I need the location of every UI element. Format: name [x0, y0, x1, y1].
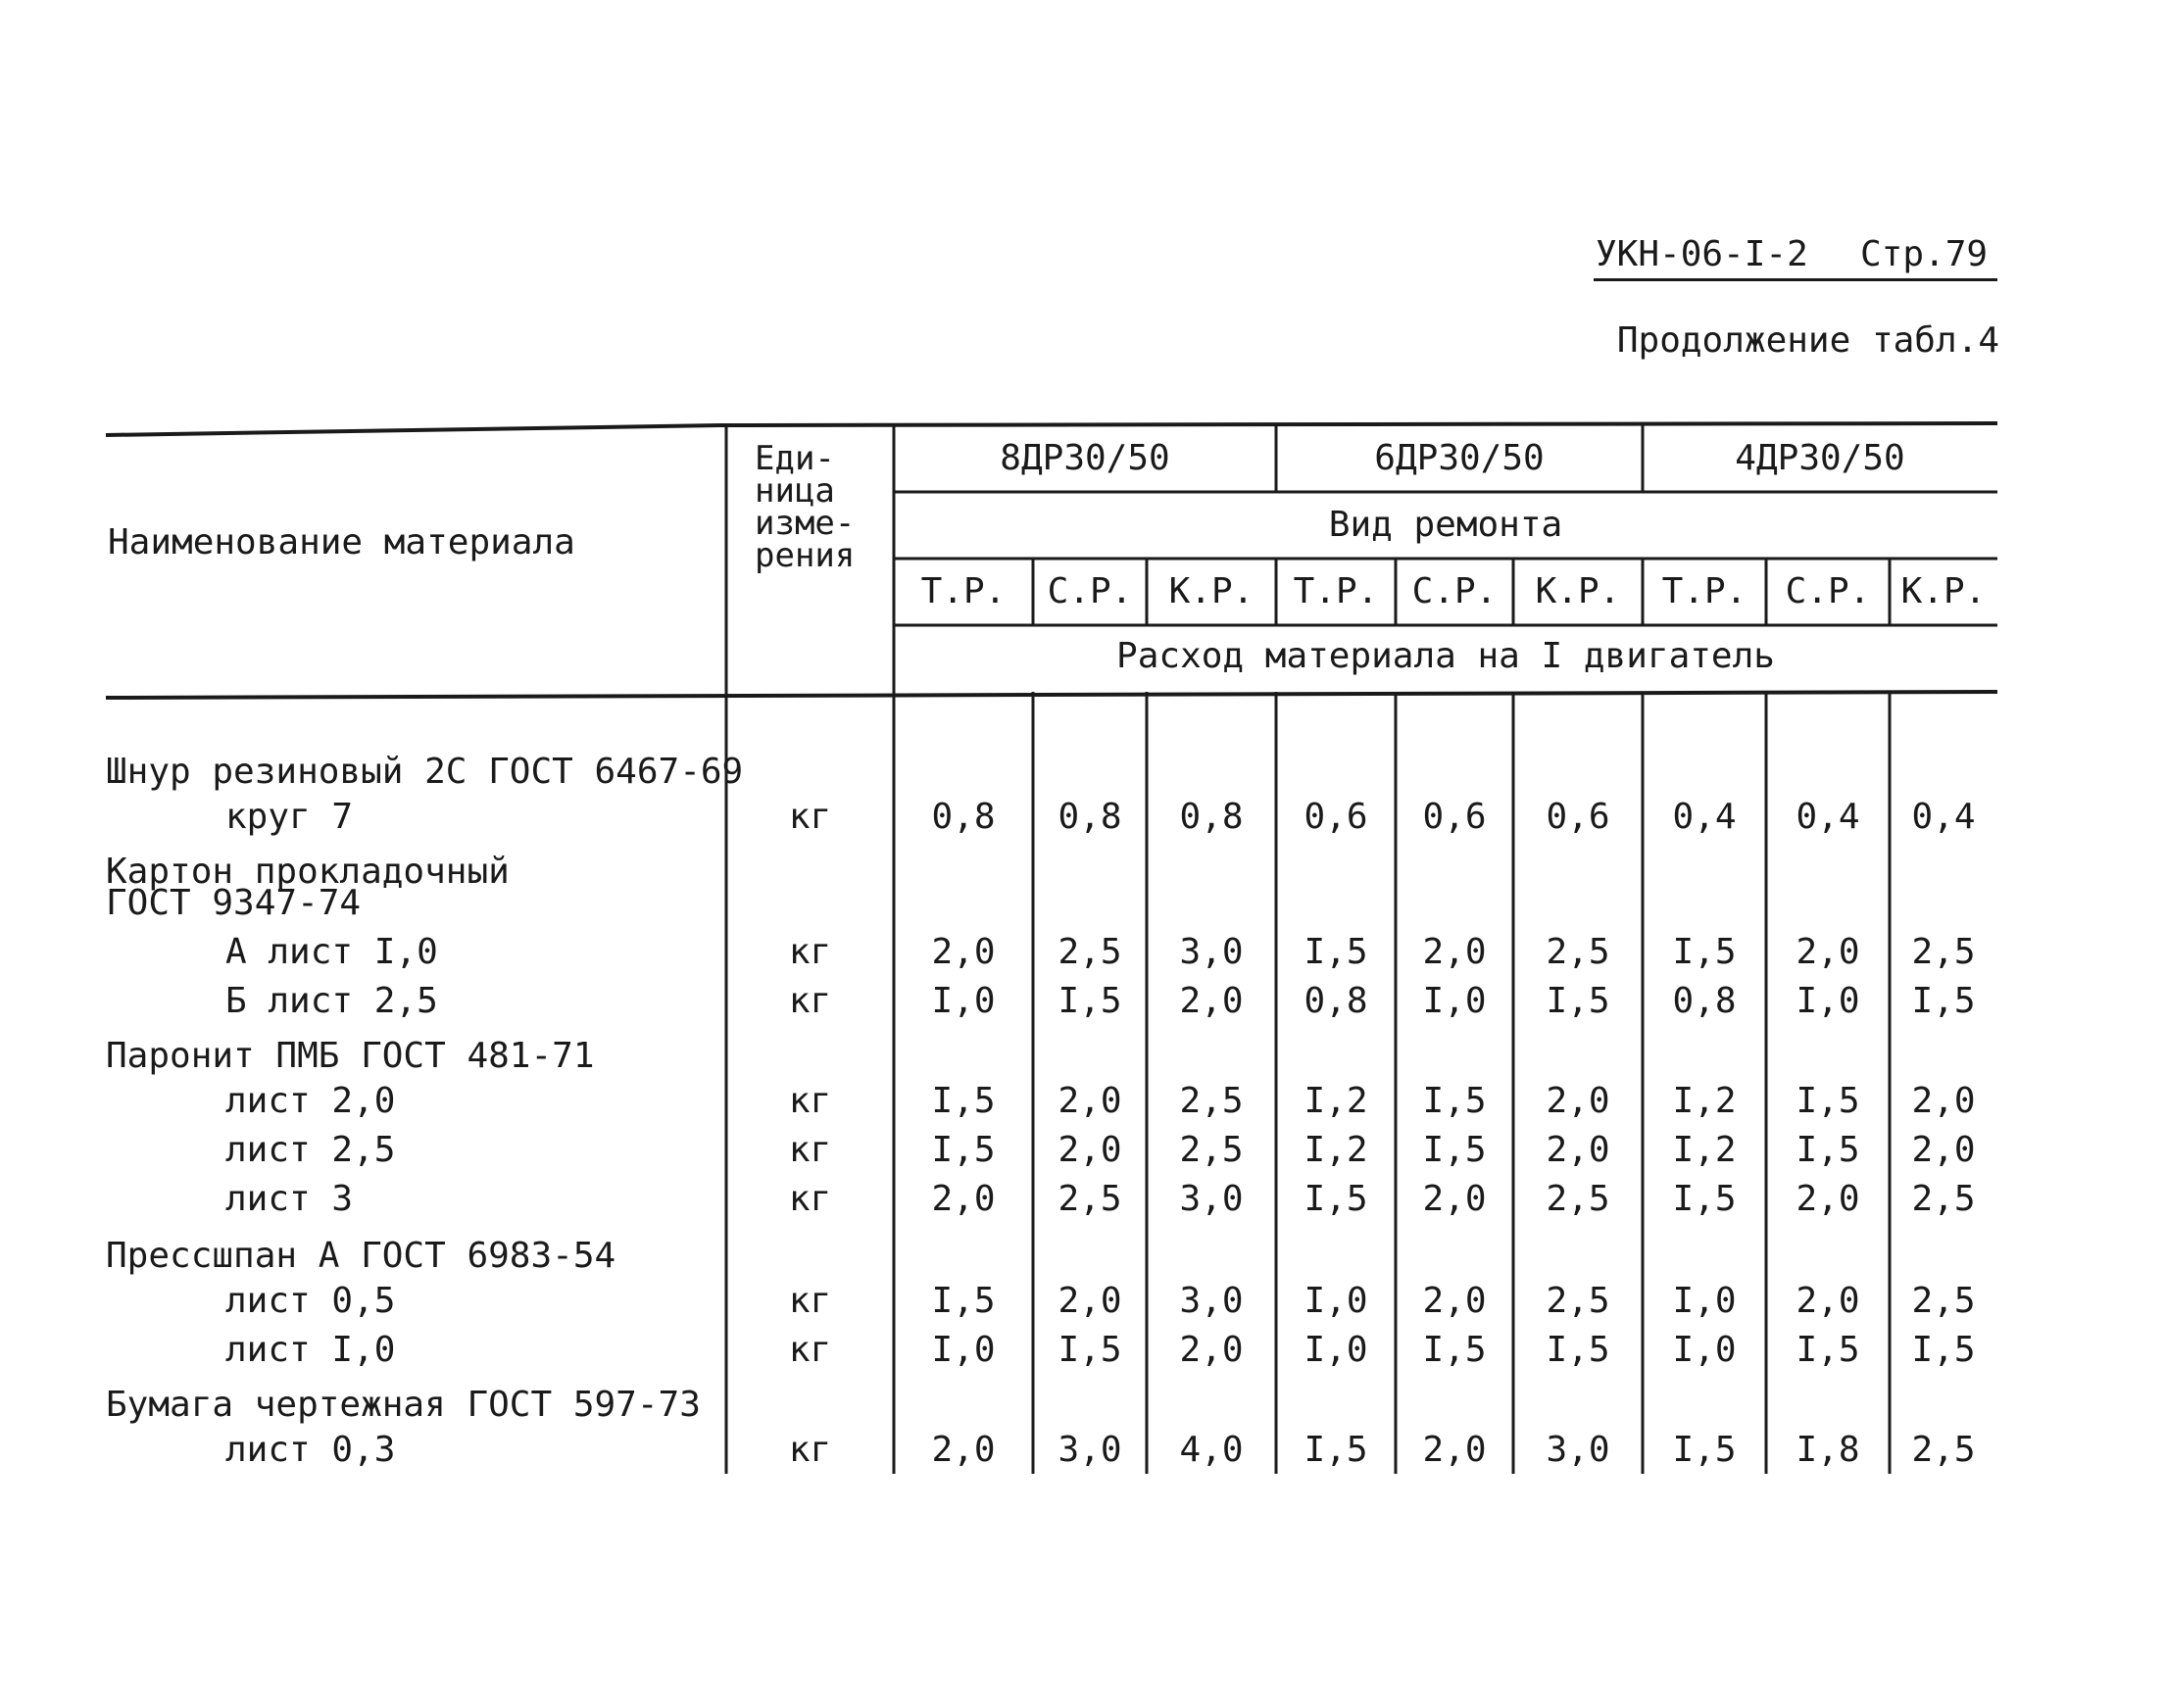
value-cell: І,5: [1796, 1330, 1860, 1370]
engine-header-8dr: 8ДР30/50: [1000, 438, 1170, 478]
material-item: круг 7: [225, 797, 354, 837]
value-cell: 2,0: [1796, 932, 1860, 972]
value-cell: І,5: [1422, 1130, 1487, 1170]
consumption-header: Расход материала на І двигатель: [1116, 636, 1775, 676]
value-cell: І,2: [1672, 1130, 1737, 1170]
value-cell: 2,0: [1179, 1330, 1244, 1370]
value-cell: І,5: [1672, 932, 1737, 972]
value-cell: 2,0: [1058, 1081, 1122, 1121]
value-cell: 2,0: [1911, 1130, 1976, 1170]
material-item: лист 3: [225, 1179, 354, 1219]
value-cell: І,0: [1304, 1281, 1368, 1321]
unit-cell: кг: [788, 932, 832, 972]
value-cell: 0,8: [1058, 797, 1122, 837]
value-cell: 2,0: [1546, 1130, 1610, 1170]
table-continuation-note: Продолжение табл.4: [1616, 320, 1999, 361]
repair-kind-header: С.Р.: [1785, 571, 1871, 611]
unit-cell: кг: [788, 797, 832, 837]
material-item: Б лист 2,5: [225, 981, 438, 1021]
value-cell: І,2: [1304, 1130, 1368, 1170]
unit-cell: кг: [788, 1430, 832, 1470]
value-cell: 4,0: [1179, 1430, 1244, 1470]
value-cell: І,5: [1911, 1330, 1976, 1370]
value-cell: І,5: [1796, 1130, 1860, 1170]
column-header-unit: Еди- ница изме- рения: [755, 439, 856, 575]
value-cell: І,5: [1058, 1330, 1122, 1370]
unit-cell: кг: [788, 1281, 832, 1321]
repair-kind-header: Т.Р.: [1661, 571, 1747, 611]
value-cell: 2,5: [1546, 932, 1610, 972]
value-cell: 0,4: [1911, 797, 1976, 837]
value-cell: 2,0: [1058, 1281, 1122, 1321]
value-cell: І,5: [1058, 981, 1122, 1021]
material-item: лист 2,0: [225, 1081, 396, 1121]
page-number: Стр.79: [1860, 234, 1989, 274]
value-cell: 3,0: [1179, 1179, 1244, 1219]
value-cell: 2,0: [1546, 1081, 1610, 1121]
value-cell: І,5: [1304, 932, 1368, 972]
repair-kind-header: К.Р.: [1535, 571, 1621, 611]
material-item: лист 0,3: [225, 1430, 396, 1470]
repair-kind-header: Т.Р.: [920, 571, 1007, 611]
repair-kind-header: С.Р.: [1411, 571, 1498, 611]
engine-header-4dr: 4ДР30/50: [1735, 438, 1905, 478]
value-cell: 2,0: [1796, 1281, 1860, 1321]
value-cell: 3,0: [1546, 1430, 1610, 1470]
value-cell: 2,5: [1058, 1179, 1122, 1219]
value-cell: 3,0: [1179, 1281, 1244, 1321]
material-group-title: Шнур резиновый 2С ГОСТ 6467-69: [106, 752, 744, 792]
value-cell: І,5: [931, 1281, 996, 1321]
value-cell: І,5: [1796, 1081, 1860, 1121]
repair-type-header: Вид ремонта: [1328, 505, 1563, 545]
value-cell: І,0: [1672, 1281, 1737, 1321]
unit-cell: кг: [788, 1179, 832, 1219]
value-cell: І,5: [1672, 1430, 1737, 1470]
material-group-title: Прессшпан А ГОСТ 6983-54: [106, 1236, 616, 1276]
repair-kind-header: С.Р.: [1047, 571, 1133, 611]
engine-header-6dr: 6ДР30/50: [1374, 438, 1545, 478]
value-cell: 0,6: [1304, 797, 1368, 837]
value-cell: 2,0: [1422, 1430, 1487, 1470]
material-item: лист 0,5: [225, 1281, 396, 1321]
value-cell: І,5: [1911, 981, 1976, 1021]
value-cell: 0,8: [1304, 981, 1368, 1021]
material-item: лист І,0: [225, 1330, 396, 1370]
value-cell: І,0: [1304, 1330, 1368, 1370]
value-cell: І,2: [1672, 1081, 1737, 1121]
value-cell: 2,0: [1422, 1281, 1487, 1321]
value-cell: І,0: [931, 1330, 996, 1370]
value-cell: 2,0: [1911, 1081, 1976, 1121]
value-cell: 2,0: [1058, 1130, 1122, 1170]
material-group-title: Картон прокладочный ГОСТ 9347-74: [106, 852, 510, 923]
value-cell: 0,4: [1796, 797, 1860, 837]
value-cell: І,5: [1422, 1081, 1487, 1121]
unit-cell: кг: [788, 981, 832, 1021]
value-cell: 3,0: [1179, 932, 1244, 972]
value-cell: 2,0: [931, 1430, 996, 1470]
value-cell: 2,0: [931, 932, 996, 972]
value-cell: 2,5: [1179, 1081, 1244, 1121]
value-cell: І,8: [1796, 1430, 1860, 1470]
value-cell: І,5: [1546, 1330, 1610, 1370]
value-cell: І,0: [1422, 981, 1487, 1021]
value-cell: 0,8: [931, 797, 996, 837]
column-header-material: Наименование материала: [108, 522, 575, 562]
value-cell: І,5: [1672, 1179, 1737, 1219]
value-cell: І,5: [1304, 1179, 1368, 1219]
value-cell: 2,0: [1796, 1179, 1860, 1219]
value-cell: 0,8: [1672, 981, 1737, 1021]
value-cell: 2,5: [1911, 1179, 1976, 1219]
value-cell: І,5: [1546, 981, 1610, 1021]
value-cell: І,0: [1672, 1330, 1737, 1370]
value-cell: І,5: [1304, 1430, 1368, 1470]
value-cell: І,5: [931, 1081, 996, 1121]
value-cell: І,5: [1422, 1330, 1487, 1370]
repair-kind-header: Т.Р.: [1293, 571, 1379, 611]
value-cell: 0,6: [1422, 797, 1487, 837]
repair-kind-header: К.Р.: [1900, 571, 1987, 611]
value-cell: 2,5: [1546, 1179, 1610, 1219]
value-cell: 0,4: [1672, 797, 1737, 837]
material-item: лист 2,5: [225, 1130, 396, 1170]
material-group-title: Паронит ПМБ ГОСТ 481-71: [106, 1036, 595, 1076]
value-cell: 2,0: [1179, 981, 1244, 1021]
value-cell: 2,5: [1179, 1130, 1244, 1170]
value-cell: 2,0: [1422, 932, 1487, 972]
value-cell: 2,0: [1422, 1179, 1487, 1219]
value-cell: І,0: [931, 981, 996, 1021]
unit-cell: кг: [788, 1330, 832, 1370]
material-group-title: Бумага чертежная ГОСТ 597-73: [106, 1385, 701, 1425]
value-cell: 3,0: [1058, 1430, 1122, 1470]
value-cell: 2,5: [1911, 1430, 1976, 1470]
value-cell: 2,5: [1911, 1281, 1976, 1321]
value-cell: І,5: [931, 1130, 996, 1170]
value-cell: І,0: [1796, 981, 1860, 1021]
document-code: УКН-06-І-2: [1596, 234, 1808, 274]
value-cell: 2,5: [1058, 932, 1122, 972]
value-cell: І,2: [1304, 1081, 1368, 1121]
repair-kind-header: К.Р.: [1168, 571, 1255, 611]
value-cell: 0,6: [1546, 797, 1610, 837]
value-cell: 2,5: [1911, 932, 1976, 972]
unit-cell: кг: [788, 1081, 832, 1121]
value-cell: 2,5: [1546, 1281, 1610, 1321]
material-item: А лист І,0: [225, 932, 438, 972]
unit-cell: кг: [788, 1130, 832, 1170]
value-cell: 2,0: [931, 1179, 996, 1219]
value-cell: 0,8: [1179, 797, 1244, 837]
